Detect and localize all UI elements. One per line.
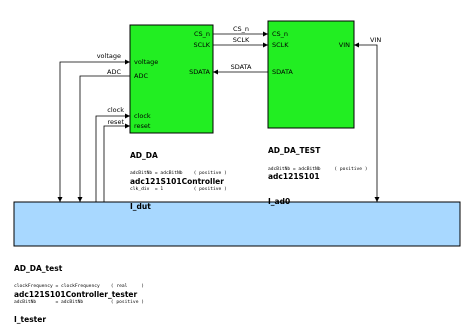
arrow-clock xyxy=(125,114,130,119)
wire-adc xyxy=(80,76,130,202)
signal-label-voltage: voltage xyxy=(96,52,121,60)
dut-title-line-3: I_dut xyxy=(130,202,151,211)
dut-port-reset: reset xyxy=(134,122,151,130)
ad0-title-line-2: adc121S101 xyxy=(268,171,320,181)
ad0-generics xyxy=(268,156,368,178)
arrow-adc xyxy=(78,197,83,202)
tester-title-line-2: adc121S101Controller_tester xyxy=(14,289,138,299)
wire-voltage xyxy=(60,62,130,202)
ad0-port-sdata: SDATA xyxy=(272,68,293,76)
dut-port-voltage: voltage xyxy=(134,58,159,66)
wire-reset xyxy=(104,126,130,202)
arrow-tester-voltage xyxy=(58,197,63,202)
dut-generics xyxy=(130,160,227,198)
ad0-port-sclk: SCLK xyxy=(272,41,289,49)
tester-generics xyxy=(14,273,144,311)
ad0-port-vin: VIN xyxy=(338,41,350,49)
dut-port-clock: clock xyxy=(134,112,151,120)
dut-title-line-1: AD_DA xyxy=(130,151,158,160)
arrow-cs-n xyxy=(263,32,268,37)
tester-title-line-3: I_tester xyxy=(14,315,47,324)
tester-block[interactable] xyxy=(14,202,460,246)
arrow-reset xyxy=(125,124,130,129)
wire-vin xyxy=(354,45,377,202)
ad0-title-line-1: AD_DA_TEST xyxy=(268,146,321,155)
arrow-sclk xyxy=(263,43,268,48)
dut-generic-2: clk_div = 1 ( positive ) xyxy=(130,187,227,193)
dut-generic-1: adcBitNb = adcBitNb ( positive ) xyxy=(130,170,227,176)
dut-port-adc: ADC xyxy=(134,72,148,80)
arrow-vin xyxy=(354,43,359,48)
tester-generic-2: adcBitNb = adcBitNb ( positive ) xyxy=(14,300,144,306)
signal-label-cs-n: CS_n xyxy=(232,25,250,33)
dut-title-line-2: adc121S101Controller xyxy=(130,176,224,186)
tester-title-line-1: AD_DA_test xyxy=(14,264,63,273)
signal-label-sclk: SCLK xyxy=(232,36,250,44)
ad0-port-cs-n: CS_n xyxy=(272,30,289,38)
dut-port-sclk: SCLK xyxy=(193,41,210,49)
ad0-generic-1: adcBitNb = adcBitNb ( positive ) xyxy=(268,166,368,172)
signal-label-vin: VIN xyxy=(370,36,382,44)
signal-label-clock: clock xyxy=(107,106,124,114)
dut-port-cs-n: CS_n xyxy=(193,30,210,38)
signal-label-adc: ADC xyxy=(107,68,121,76)
arrow-sdata xyxy=(213,70,218,75)
dut-port-sdata: SDATA xyxy=(189,68,210,76)
arrow-voltage xyxy=(125,60,130,65)
arrow-tester-vin xyxy=(375,197,380,202)
wire-clock xyxy=(96,116,130,202)
signal-label-sdata: SDATA xyxy=(230,63,252,71)
tester-generic-1: clockFrequency = clockFrequency ( real ) xyxy=(14,283,144,289)
signal-label-reset: reset xyxy=(107,118,124,126)
ad0-title-line-3: I_ad0 xyxy=(268,197,291,206)
